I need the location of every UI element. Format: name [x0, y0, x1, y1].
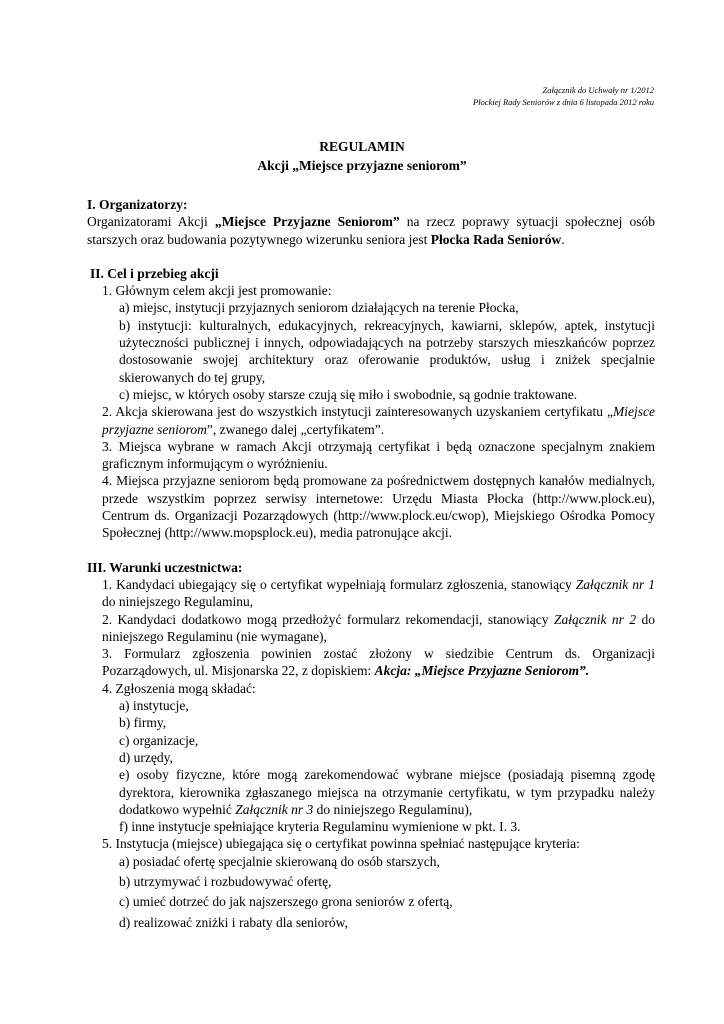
s1-text-2: na rzecz poprawy sytuacji społecznej osób starszych oraz budowania pozytywnego wizerunku seniora jest [87, 214, 655, 247]
s2-item-1a: a) miejsc, instytucji przyjaznych seniorom działających na terenie Płocka, [119, 300, 519, 316]
s2-item-1b: b) instytucji: kulturalnych, edukacyjnych, rekreacyjnych, kawiarni, sklepów, aptek, instytucji użyteczności publicznej i innych, odpowiadających na potrzeby starszych mieszkańców poprzez dostosowanie swojej architektury oraz oferowanie produktów, usług i zniżek specjalnie skierowanych do tej grupy, [119, 317, 655, 385]
s3-item-5: 5. Instytucja (miejsce) ubiegająca się o certyfikat powinna spełniać następujące kryteria: [102, 836, 580, 852]
s3-item-5b: b) utrzymywać i rozbudowywać ofertę, [119, 873, 332, 889]
section-2-heading: II. Cel i przebieg akcji [90, 265, 219, 281]
attachment-line-1: Załącznik do Uchwały nr 1/2012 [542, 85, 654, 95]
s3-item-4e [87, 766, 655, 818]
section-1-heading: I. Organizatorzy: [87, 197, 188, 212]
s3-item-4e-text-1: e) osoby fizyczne, które mogą zarekomendować wybrane miejsce (posiadają pisemną zgodę dyrektora, kierownika zgłaszanego miejsca na otrzymanie certyfikatu, w tym przypadku należy dodatkowo wypełnić [119, 767, 655, 817]
s3-item-3-bold-italic: Akcja: „Miejsce Przyjazne Seniorom”. [374, 663, 590, 679]
s3-item-4a: a) instytucje, [119, 698, 189, 714]
s3-item-1-italic: Załącznik nr 1 [575, 576, 655, 592]
s3-item-1-text-1: 1. Kandydaci ubiegający się o certyfikat wypełniają formularz zgłoszenia, stanowiący [102, 576, 576, 592]
s3-item-5a: a) posiadać ofertę specjalnie skierowaną do osób starszych, [119, 853, 440, 869]
s3-item-2 [87, 611, 655, 646]
section-3-heading: III. Warunki uczestnictwa: [87, 559, 243, 575]
s2-item-3: 3. Miejsca wybrane w ramach Akcji otrzymają certyfikat i będą oznaczone specjalnym znakiem graficznym informującym o wyróżnieniu. [102, 438, 655, 472]
s2-item-2-text-1: 2. Akcja skierowana jest do wszystkich instytucji zainteresowanych uzyskaniem certyfikatu „ [102, 404, 614, 420]
s2-item-2-italic: Miejsce przyjazne seniorom [102, 404, 655, 437]
s2-item-2 [87, 403, 655, 438]
s3-item-4e-italic: Załącznik nr 3 [235, 801, 314, 817]
s3-item-5d: d) realizować zniżki i rabaty dla seniorów, [119, 914, 348, 930]
document-title [0, 137, 724, 175]
s3-item-2-text-1: 2. Kandydaci dodatkowo mogą przedłożyć formularz rekomendacji, stanowiący [102, 611, 554, 627]
s2-item-1c: c) miejsc, w których osoby starsze czują się miło i swobodnie, są godnie traktowane. [119, 386, 578, 402]
s2-item-4: 4. Miejsca przyjazne seniorom będą promowane za pośrednictwem dostępnych kanałów medialnych, przede wszystkim poprzez serwisy internetowe: Urzędu Miasta Płocka (http://www.plock.eu), Centrum ds. Organizacji Pozarządowych (http://www.plock.eu/cwop), Miejskiego Ośrodka Pomocy Społecznej (http://www.mopsplock.eu), media patronujące akcji. [102, 473, 655, 541]
title-line-1: REGULAMIN [319, 139, 405, 154]
attachment-note [473, 84, 654, 108]
s3-item-4d: d) urzędy, [119, 749, 173, 765]
s1-bold-organizer: Płocka Rada Seniorów [430, 231, 562, 247]
s3-item-2-text-2: do niniejszego Regulaminu (nie wymagane), [102, 611, 655, 644]
section-1-paragraph [87, 213, 655, 248]
s3-item-1 [87, 576, 655, 611]
s3-item-2-italic: Załącznik nr 2 [553, 611, 637, 627]
s3-item-4: 4. Zgłoszenia mogą składać: [102, 680, 256, 696]
s3-item-4e-text-2: do niniejszego Regulaminu), [313, 801, 473, 817]
s3-item-4b: b) firmy, [119, 715, 167, 731]
attachment-line-2: Płockiej Rady Seniorów z dnia 6 listopada 2012 roku [473, 97, 654, 107]
document-body [87, 196, 655, 931]
s2-item-2-text-2: ”, zwanego dalej „certyfikatem”. [206, 421, 385, 437]
s3-item-3 [87, 645, 655, 680]
s3-item-3-text-1: 3. Formularz zgłoszenia powinien zostać złożony w siedzibie Centrum ds. Organizacji Pozarządowych, ul. Misjonarska 22, z dopiskiem: [102, 646, 655, 679]
s3-item-4f: f) inne instytucje spełniające kryteria Regulaminu wymienione w pkt. I. 3. [119, 819, 521, 835]
title-line-2: Akcji „Miejsce przyjazne seniorom” [257, 158, 467, 173]
s2-item-1: 1. Głównym celem akcji jest promowanie: [102, 283, 332, 299]
s1-bold-action-name: „Miejsce Przyjazne Seniorom” [214, 214, 400, 230]
s3-item-4c: c) organizacje, [119, 732, 199, 748]
s1-text-3: . [561, 231, 565, 247]
s1-text-1: Organizatorami Akcji [87, 214, 215, 230]
s3-item-5c: c) umieć dotrzeć do jak najszerszego grona seniorów z ofertą, [119, 894, 453, 910]
s3-item-1-text-2: do niniejszego Regulaminu, [102, 594, 254, 610]
